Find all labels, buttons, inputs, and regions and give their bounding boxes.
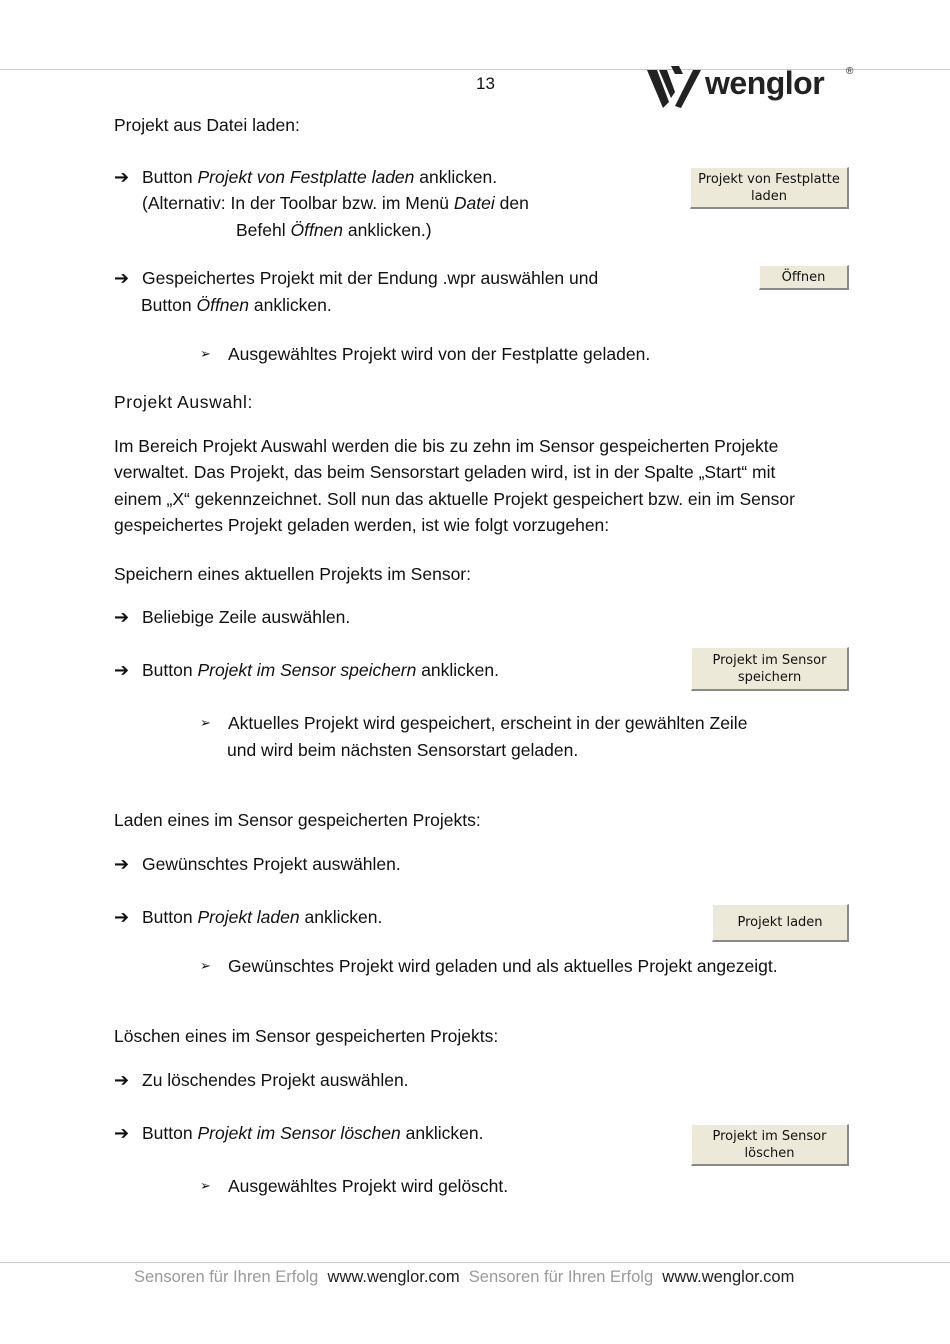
heading-save-project: Speichern eines aktuellen Projekts im Sensor: bbox=[114, 564, 471, 584]
result-save-line-1: Aktuelles Projekt wird gespeichert, erscheint in der gewählten Zeile bbox=[228, 713, 748, 733]
footer-url[interactable]: www.wenglor.com bbox=[327, 1268, 460, 1286]
heading-project-selection: Projekt Auswahl: bbox=[114, 392, 253, 412]
result-load-from-sensor: Gewünschtes Projekt wird geladen und als aktuelles Projekt angezeigt. bbox=[228, 956, 778, 976]
page-number: 13 bbox=[476, 74, 495, 93]
step-click-delete-in-sensor: Button Projekt im Sensor löschen anklicken. bbox=[142, 1123, 484, 1143]
save-in-sensor-button[interactable]: Projekt im Sensor speichern bbox=[691, 647, 849, 691]
selection-paragraph-line: gespeichertes Projekt geladen werden, ist wie folgt vorzugehen: bbox=[114, 515, 610, 535]
result-delete: Ausgewähltes Projekt wird gelöscht. bbox=[228, 1176, 509, 1196]
arrow-icon: ➔ bbox=[114, 854, 130, 874]
wenglor-logo-icon bbox=[645, 62, 705, 112]
heading-load-file: Projekt aus Datei laden: bbox=[114, 115, 300, 135]
step-click-save-in-sensor: Button Projekt im Sensor speichern anklicken. bbox=[142, 660, 500, 680]
heading-load-from-sensor: Laden eines im Sensor gespeicherten Projekts: bbox=[114, 810, 481, 830]
step-select-project-to-delete: Zu löschendes Projekt auswählen. bbox=[142, 1070, 409, 1090]
step-load-file-button: Button Projekt von Festplatte laden anklicken. bbox=[142, 167, 498, 187]
step-load-file-alt-2: Befehl Öffnen anklicken.) bbox=[236, 220, 432, 240]
triangle-bullet-icon: ➢ bbox=[200, 346, 211, 361]
step-click-load-project: Button Projekt laden anklicken. bbox=[142, 907, 383, 927]
selection-paragraph-line: verwaltet. Das Projekt, das beim Sensorstart geladen wird, ist in der Spalte „Start“ mit bbox=[114, 462, 776, 482]
arrow-icon: ➔ bbox=[114, 167, 130, 187]
arrow-icon: ➔ bbox=[114, 1070, 130, 1090]
selection-paragraph-line: einem „X“ gekennzeichnet. Soll nun das aktuelle Projekt gespeichert bzw. ein im Sensor bbox=[114, 489, 795, 509]
footer bbox=[134, 1268, 794, 1287]
arrow-icon: ➔ bbox=[114, 607, 130, 627]
open-button[interactable]: Öffnen bbox=[759, 265, 849, 290]
step-select-row: Beliebige Zeile auswählen. bbox=[142, 607, 351, 627]
selection-paragraph-line: Im Bereich Projekt Auswahl werden die bis zu zehn im Sensor gespeicherten Projekte bbox=[114, 436, 779, 456]
triangle-bullet-icon: ➢ bbox=[200, 1178, 211, 1193]
load-project-button[interactable]: Projekt laden bbox=[712, 904, 849, 942]
result-save-line-2: und wird beim nächsten Sensorstart geladen. bbox=[227, 740, 579, 760]
wenglor-logo bbox=[645, 62, 860, 112]
logo-wordmark: wenglor bbox=[705, 65, 825, 101]
footer-slogan: Sensoren für Ihren Erfolg bbox=[134, 1268, 319, 1286]
result-load-file: Ausgewähltes Projekt wird von der Festplatte geladen. bbox=[228, 344, 651, 364]
delete-in-sensor-button[interactable]: Projekt im Sensor löschen bbox=[691, 1124, 849, 1166]
step-load-file-alt-1: (Alternativ: In der Toolbar bzw. im Menü Datei den bbox=[142, 193, 529, 213]
step-click-open: Button Öffnen anklicken. bbox=[141, 295, 332, 315]
heading-delete-project: Löschen eines im Sensor gespeicherten Projekts: bbox=[114, 1026, 499, 1046]
triangle-bullet-icon: ➢ bbox=[200, 958, 211, 973]
footer-slogan: Sensoren für Ihren Erfolg bbox=[468, 1268, 654, 1286]
arrow-icon: ➔ bbox=[114, 268, 130, 288]
load-from-disk-button[interactable]: Projekt von Festplatte laden bbox=[690, 167, 849, 209]
footer-url[interactable]: www.wenglor.com bbox=[662, 1268, 795, 1286]
logo-registered-mark: ® bbox=[846, 66, 854, 77]
arrow-icon: ➔ bbox=[114, 907, 130, 927]
arrow-icon: ➔ bbox=[114, 660, 130, 680]
arrow-icon: ➔ bbox=[114, 1123, 130, 1143]
step-select-desired-project: Gewünschtes Projekt auswählen. bbox=[142, 854, 401, 874]
triangle-bullet-icon: ➢ bbox=[200, 715, 211, 730]
footer-rule bbox=[0, 1262, 950, 1263]
step-select-wpr-file: Gespeichertes Projekt mit der Endung .wpr auswählen und bbox=[142, 268, 599, 288]
